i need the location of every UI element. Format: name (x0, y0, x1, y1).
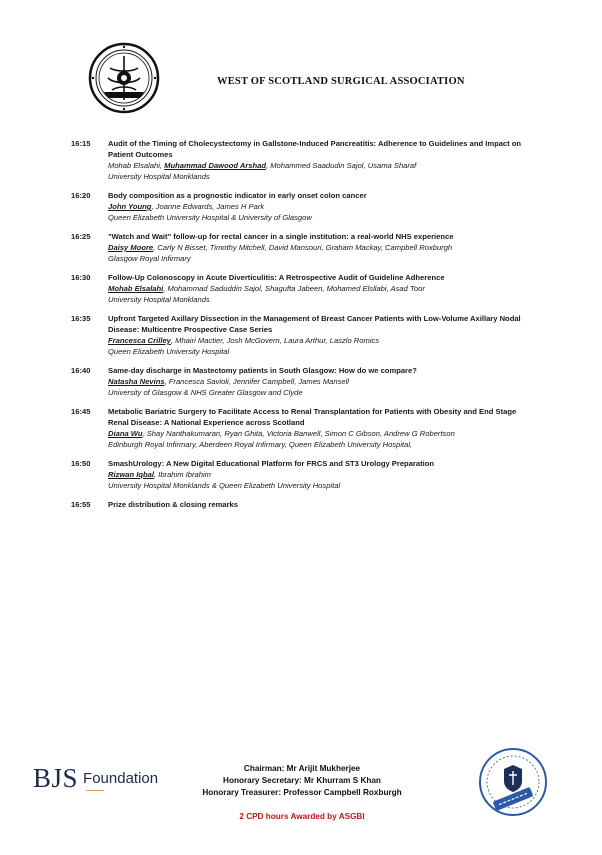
session-presenter: Rizwan Iqbal (108, 470, 154, 479)
chairman-line: Chairman: Mr Arijit Mukherjee (243, 764, 361, 773)
bjs-mark: BJS (33, 762, 79, 793)
session-authors (108, 469, 538, 480)
session-time: 16:35 (71, 314, 91, 323)
session-authors (108, 335, 538, 346)
programme-entry (0, 272, 602, 305)
cpd-award-text: 2 CPD hours Awarded by ASGBI (239, 812, 365, 821)
session-title: Metabolic Bariatric Surgery to Facilitate Access to Renal Transplantation for Patients with Obesity and End Stage Renal Disease: A National Experience across Scotland (108, 407, 517, 427)
session-presenter: Francesca Crilley (108, 336, 171, 345)
session-authors (108, 201, 538, 212)
session-body (108, 272, 538, 305)
session-authors (108, 160, 538, 171)
session-title: Audit of the Timing of Cholecystectomy in Gallstone-Induced Pancreatitis: Adherence to Guidelines and Impact on Patient Outcomes (108, 139, 522, 159)
session-authors (108, 428, 538, 439)
association-crest-icon (88, 42, 160, 114)
session-time: 16:30 (71, 273, 91, 282)
session-presenter: Mohab Elsalahi (108, 284, 164, 293)
authors-after: , Ibrahim Ibrahim (154, 470, 211, 479)
session-affiliation: University Hospital Monklands & Queen Elizabeth University Hospital (108, 481, 341, 490)
association-name: WEST OF SCOTLAND SURGICAL ASSOCIATION (217, 76, 465, 87)
session-title: Upfront Targeted Axillary Dissection in the Management of Breast Cancer Patients with Low-Volume Axillary Nodal Disease: Multicentre Prospective Case Series (108, 314, 521, 334)
session-affiliation: Edinburgh Royal Infirmary, Aberdeen Royal Infirmary, Queen Elizabeth University Hospital, (108, 440, 413, 449)
session-time: 16:50 (71, 459, 91, 468)
session-presenter: Diana Wu (108, 429, 143, 438)
authors-after: , Joanne Edwards, James H Park (151, 202, 265, 211)
session-title: Body composition as a prognostic indicator in early onset colon cancer (108, 191, 367, 200)
session-authors (108, 376, 538, 387)
session-presenter: Muhammad Dawood Arshad (164, 161, 266, 170)
session-title: SmashUrology: A New Digital Educational Platform for FRCS and ST3 Urology Preparation (108, 459, 435, 468)
bjs-accent-line (86, 790, 104, 791)
programme-entry (0, 231, 602, 264)
programme-entry (0, 313, 602, 357)
session-time: 16:25 (71, 232, 91, 241)
session-title: Prize distribution & closing remarks (108, 500, 238, 509)
session-affiliation: Queen Elizabeth University Hospital (108, 347, 230, 356)
programme-entry (0, 365, 602, 398)
session-time: 16:40 (71, 366, 91, 375)
session-time: 16:15 (71, 139, 91, 148)
programme-entry (0, 406, 602, 450)
authors-after: , Shay Nanthakumaran, Ryan Ghita, Victoria Banwell, Simon C Gibson, Andrew G Robertson (142, 429, 455, 438)
session-body (108, 190, 538, 223)
session-title: Same-day discharge in Mastectomy patients in South Glasgow: How do we compare? (108, 366, 417, 375)
session-affiliation: University Hospital Monklands (108, 295, 210, 304)
session-affiliation: Glasgow Royal Infirmary (108, 254, 191, 263)
programme-list (0, 138, 602, 518)
session-presenter: Daisy Moore (108, 243, 154, 252)
session-time: 16:55 (71, 500, 91, 509)
session-body (108, 231, 538, 264)
session-presenter: John Young (108, 202, 152, 211)
session-body (108, 313, 538, 357)
session-time: 16:20 (71, 191, 91, 200)
officers-block (190, 763, 414, 799)
session-affiliation: Queen Elizabeth University Hospital & University of Glasgow (108, 213, 312, 222)
session-authors (108, 283, 538, 294)
session-affiliation: University Hospital Monklands (108, 172, 210, 181)
secretary-line: Honorary Secretary: Mr Khurram S Khan (223, 776, 381, 785)
authors-after: , Mohammed Saadudin Sajol, Usama Sharaf (265, 161, 417, 170)
authors-after: , Francesca Savioli, Jennifer Campbell, James Mansell (164, 377, 349, 386)
session-body (108, 138, 538, 182)
programme-entry (0, 499, 602, 510)
session-presenter: Natasha Nevins (108, 377, 165, 386)
session-authors (108, 242, 538, 253)
session-title: Follow-Up Colonoscopy in Acute Diverticulitis: A Retrospective Audit of Guideline Adherence (108, 273, 445, 282)
authors-after: , Mohammad Saduddin Sajol, Shagufta Jabeen, Mohamed Elsllabi, Asad Toor (163, 284, 425, 293)
session-body (108, 406, 538, 450)
cpd-cme-approved-badge-icon (478, 747, 548, 817)
treasurer-line: Honorary Treasurer: Professor Campbell Roxburgh (202, 788, 402, 797)
session-affiliation: University of Glasgow & NHS Greater Glasgow and Clyde (108, 388, 303, 397)
session-time: 16:45 (71, 407, 91, 416)
session-body (108, 499, 538, 510)
programme-entry (0, 138, 602, 182)
session-body (108, 458, 538, 491)
session-title: "Watch and Wait" follow-up for rectal cancer in a single institution: a real-world NHS experience (108, 232, 454, 241)
programme-entry (0, 190, 602, 223)
authors-before: Mohab Elsalahi, (108, 161, 165, 170)
authors-after: , Carly N Bisset, Timothy Mitchell, David Mansouri, Graham Mackay, Campbell Roxburgh (153, 243, 453, 252)
bjs-wordmark: Foundation (83, 769, 159, 787)
authors-after: , Mhairi Mactier, Josh McGovern, Laura Arthur, Laszlo Romics (170, 336, 380, 345)
session-body (108, 365, 538, 398)
programme-entry (0, 458, 602, 491)
